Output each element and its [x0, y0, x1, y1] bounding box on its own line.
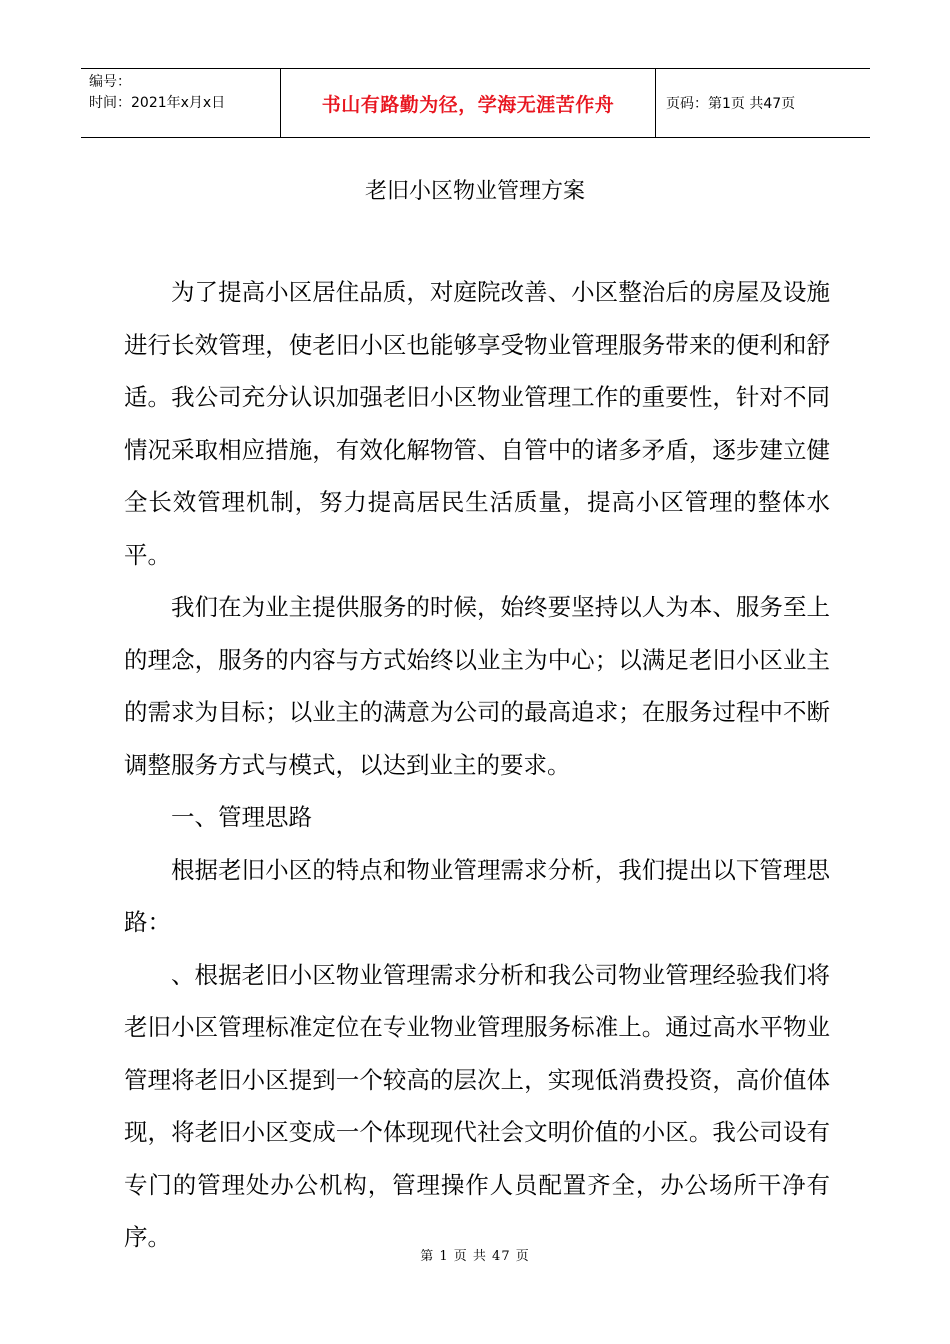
body-paragraph: 根据老旧小区的特点和物业管理需求分析，我们提出以下管理思路：: [124, 855, 830, 936]
document-date-label: 时间：2021年x月x日: [89, 95, 226, 111]
document-number-label: 编号：: [89, 74, 131, 90]
header-table: [81, 68, 870, 138]
header-meta-cell: [81, 69, 281, 137]
body-paragraph: 我们在为业主提供服务的时候，始终要坚持以人为本、服务至上的理念，服务的内容与方式始终以业主为中心；以满足老旧小区业主的需求为目标；以业主的满意为公司的最高追求；在服务过程中不断调整服务方式与模式，以达到业主的要求。: [124, 593, 830, 779]
page-footer: 第 1 页 共 47 页: [420, 1249, 530, 1264]
body-paragraph: 为了提高小区居住品质，对庭院改善、小区整治后的房屋及设施进行长效管理，使老旧小区也能够享受物业管理服务带来的便利和舒适。我公司充分认识加强老旧小区物业管理工作的重要性，针对不同情况采取相应措施，有效化解物管、自管中的诸多矛盾，逐步建立健全长效管理机制，努力提高居民生活质量，提高小区管理的整体水平。: [124, 278, 830, 569]
header-motto-cell: [281, 69, 656, 137]
document-body: [124, 266, 830, 1264]
section-heading: 一、管理思路: [171, 803, 312, 831]
header-page-info: 页码：第1页 共47页: [666, 96, 796, 112]
header-motto: 书山有路勤为径，学海无涯苦作舟: [321, 93, 615, 116]
body-paragraph: 、根据老旧小区物业管理需求分析和我公司物业管理经验我们将老旧小区管理标准定位在专业物业管理服务标准上。通过高水平物业管理将老旧小区提到一个较高的层次上，实现低消费投资，高价值体现，将老旧小区变成一个体现现代社会文明价值的小区。我公司设有专门的管理处办公机构，管理操作人员配置齐全，办公场所干净有序。: [124, 960, 830, 1251]
document-title: 老旧小区物业管理方案: [364, 179, 585, 204]
header-page-cell: [656, 69, 870, 137]
